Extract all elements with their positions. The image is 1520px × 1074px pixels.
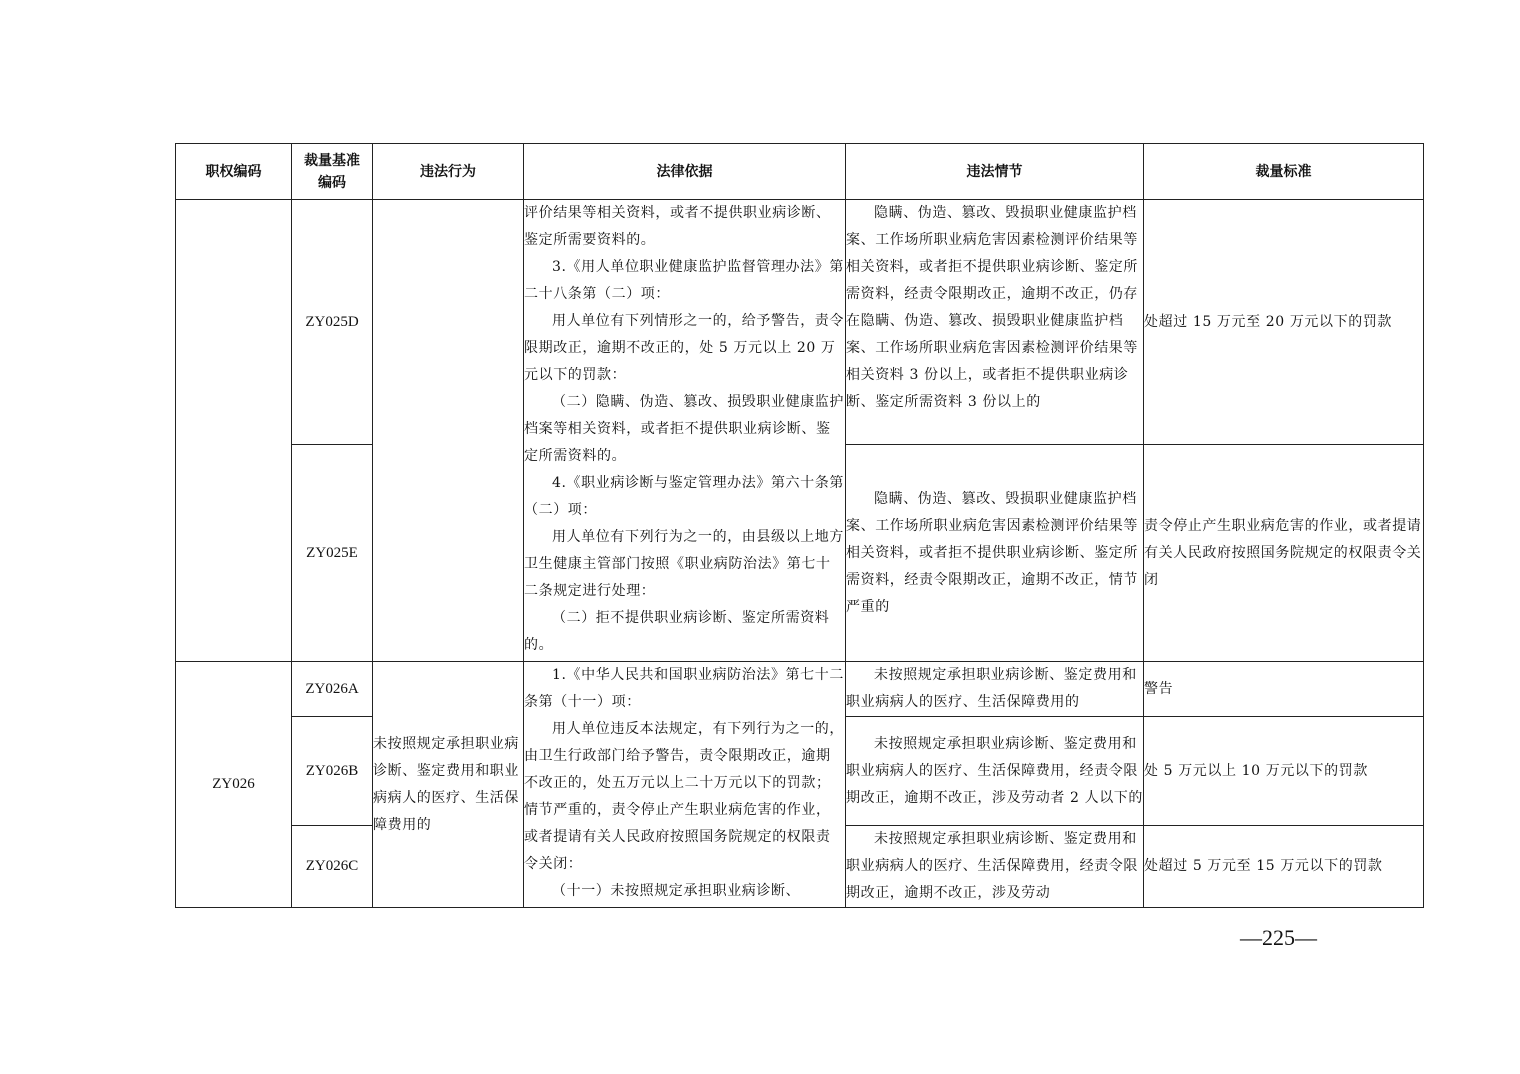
standard-zy026a: 警告 (1144, 662, 1424, 717)
law-paragraph: （十一）未按照规定承担职业病诊断、 (552, 883, 801, 899)
benchmark-code-zy025d: ZY025D (292, 200, 373, 445)
circumstance-zy026b (846, 717, 1144, 826)
law-paragraph: （二）隐瞒、伪造、篡改、损毁职业健康监护档案等相关资料，或者拒不提供职业病诊断、鉴定所需资料的。 (524, 394, 844, 464)
circumstance-text: 未按照规定承担职业病诊断、鉴定费用和职业病病人的医疗、生活保障费用，经责令限期改正，逾期不改正，涉及劳动 (846, 831, 1138, 901)
standard-zy026b: 处 5 万元以上 10 万元以下的罚款 (1144, 717, 1424, 826)
zy025-authority-cell (176, 200, 292, 662)
zy026-legal-basis (524, 662, 846, 908)
circumstance-zy026c (846, 826, 1144, 908)
zy025-violation-cell (373, 200, 524, 662)
header-benchmark-code: 裁量基准编码 (292, 144, 373, 200)
law-paragraph: 用人单位有下列行为之一的，由县级以上地方卫生健康主管部门按照《职业病防治法》第七十二条规定进行处理： (524, 529, 844, 599)
circumstance-zy025d (846, 200, 1144, 445)
circumstance-zy025e (846, 445, 1144, 662)
header-violation: 违法行为 (373, 144, 524, 200)
law-paragraph: 评价结果等相关资料，或者不提供职业病诊断、鉴定所需要资料的。 (524, 205, 831, 248)
table-row (176, 662, 1424, 717)
law-paragraph: 4.《职业病诊断与鉴定管理办法》第六十条第（二）项： (524, 475, 844, 518)
benchmark-code-zy026b: ZY026B (292, 717, 373, 826)
standard-zy025d: 处超过 15 万元至 20 万元以下的罚款 (1144, 200, 1424, 445)
benchmark-code-zy026c: ZY026C (292, 826, 373, 908)
header-legal-basis: 法律依据 (524, 144, 846, 200)
standard-zy026c: 处超过 5 万元至 15 万元以下的罚款 (1144, 826, 1424, 908)
benchmark-code-zy026a: ZY026A (292, 662, 373, 717)
circumstance-text: 未按照规定承担职业病诊断、鉴定费用和职业病病人的医疗、生活保障费用的 (846, 667, 1137, 710)
violation-zy026: 未按照规定承担职业病诊断、鉴定费用和职业病病人的医疗、生活保障费用的 (373, 662, 524, 908)
law-paragraph: 用人单位有下列情形之一的，给予警告，责令限期改正，逾期不改正的，处 5 万元以上 20 万元以下的罚款： (524, 313, 844, 383)
header-standard: 裁量标准 (1144, 144, 1424, 200)
law-paragraph: （二）拒不提供职业病诊断、鉴定所需资料的。 (524, 610, 830, 653)
law-paragraph: 3.《用人单位职业健康监护监督管理办法》第二十八条第（二）项： (524, 259, 844, 302)
zy025-legal-basis (524, 200, 846, 662)
table-header-row (176, 144, 1424, 200)
penalty-standards-table (175, 143, 1424, 908)
circumstance-text: 隐瞒、伪造、篡改、毁损职业健康监护档案、工作场所职业病危害因素检测评价结果等相关资料，或者拒不提供职业病诊断、鉴定所需资料，经责令限期改正，逾期不改正，情节严重的 (846, 490, 1138, 615)
standard-zy025e: 责令停止产生职业病危害的作业，或者提请有关人民政府按照国务院规定的权限责令关闭 (1144, 445, 1424, 662)
header-circumstance: 违法情节 (846, 144, 1144, 200)
benchmark-code-zy025e: ZY025E (292, 445, 373, 662)
header-authority-code: 职权编码 (176, 144, 292, 200)
table-row (176, 200, 1424, 445)
circumstance-zy026a (846, 662, 1144, 717)
page-number: —225— (1240, 925, 1317, 950)
law-paragraph: 用人单位违反本法规定，有下列行为之一的，由卫生行政部门给予警告，责令限期改正，逾期不改正的，处五万元以上二十万元以下的罚款；情节严重的，责令停止产生职业病危害的作业，或者提请有关人民政府按照国务院规定的权限责令关闭： (524, 721, 844, 872)
circumstance-text: 未按照规定承担职业病诊断、鉴定费用和职业病病人的医疗、生活保障费用，经责令限期改正，逾期不改正，涉及劳动者 2 人以下的 (846, 735, 1144, 806)
authority-code-zy026: ZY026 (176, 662, 292, 908)
law-paragraph: 1.《中华人民共和国职业病防治法》第七十二条第（十一）项： (524, 667, 844, 710)
circumstance-text: 隐瞒、伪造、篡改、毁损职业健康监护档案、工作场所职业病危害因素检测评价结果等相关资料，或者拒不提供职业病诊断、鉴定所需资料，经责令限期改正，逾期不改正，仍存在隐瞒、伪造、篡改、损毁职业健康监护档案、工作场所职业病危害因素检测评价结果等相关资料 3 份以上，或者拒不提供职业病诊断、鉴定所需资料 3 份以上的 (846, 205, 1138, 410)
